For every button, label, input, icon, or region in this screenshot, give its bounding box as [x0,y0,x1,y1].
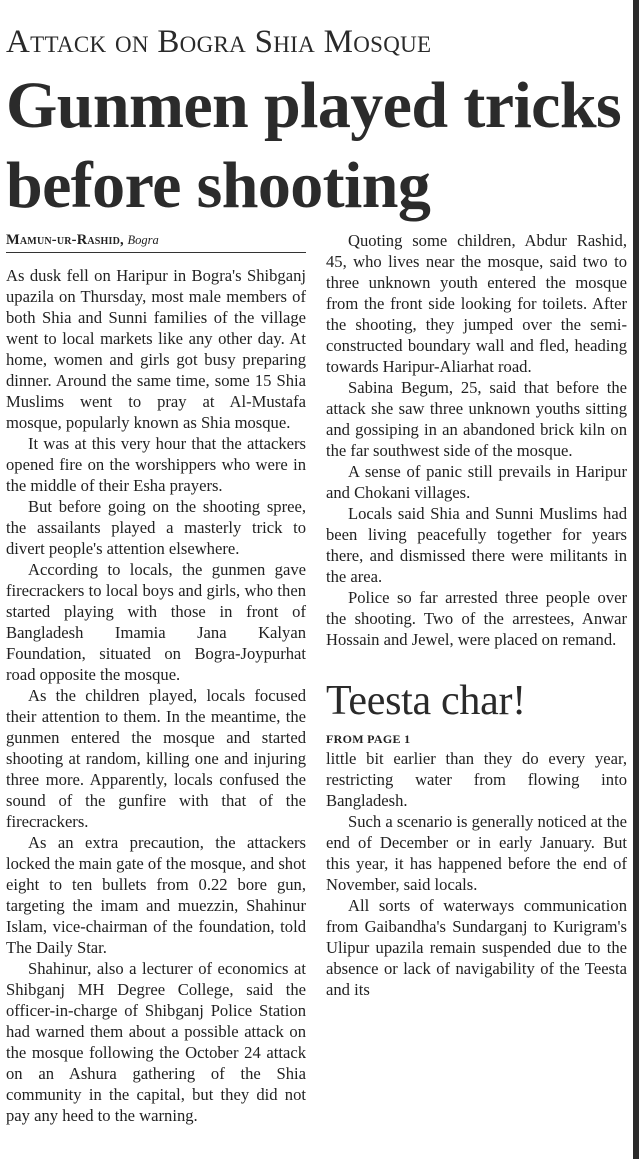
second-story-headline: Teesta char! [326,678,526,724]
article-paragraph: A sense of panic still prevails in Haripur and Chokani villages. [326,462,627,502]
second-story-paragraph: Such a scenario is generally noticed at the end of December or in early January. But this year, it has happened before the end of November, said locals. [326,812,627,894]
second-story-paragraph: little bit earlier than they do every year, restricting water from flowing into Bangladesh. [326,749,627,810]
article-paragraph: Shahinur, also a lecturer of economics at Shibganj MH Degree College, said the officer-in-charge of Shibganj Police Station had warned them about a possible attack on the mosque following the October 24 attack on an Ashura gathering of the Shia community in the capital, but they did not pay any heed to the warning. [6,959,306,1125]
byline-author: Mamun-ur-Rashid, [6,232,124,248]
second-story-paragraph: All sorts of waterways communication from Gaibandha's Sundarganj to Kurigram's Ulipur upazila remain suspended due to the absence or lack of navigability of the Teesta and its [326,896,627,999]
article-paragraph: As dusk fell on Haripur in Bogra's Shibganj upazila on Thursday, most male members of both Shia and Sunni families of the village went to local markets like any other day. At home, women and girls got busy preparing dinner. Around the same time, some 15 Shia Muslims went to pray at Al-Mustafa mosque, popularly known as Shia mosque. [6,266,306,432]
article-paragraph: As the children played, locals focused their attention to them. In the meantime, the gunmen entered the mosque and started shooting at random, killing one and injuring three more. Apparently, locals confused the sound of the gunfire with that of the firecrackers. [6,686,306,831]
article-paragraph: As an extra precaution, the attackers locked the main gate of the mosque, and shot eight to ten bullets from 0.22 bore gun, targeting the imam and muezzin, Shahinur Islam, vice-chairman of the foundation, told The Daily Star. [6,833,306,957]
article-paragraph: Quoting some children, Abdur Rashid, 45, who lives near the mosque, said two to three unknown youth entered the mosque from the front side looking for toilets. After the shooting, they jumped over the semi-constructed boundary wall and fled, heading towards Haripur-Aliarhat road. [326,231,627,376]
article-column-left [6,230,306,1126]
story-headline: Gunmen played tricks before shooting [6,69,622,222]
article-paragraph: Police so far arrested three people over the shooting. Two of the arrestees, Anwar Hossain and Jewel, were placed on remand. [326,588,627,649]
story-kicker: Attack on Bogra Shia Mosque [6,24,432,60]
article-column-right [326,230,627,1000]
article-paragraph: It was at this very hour that the attackers opened fire on the worshippers who were in the middle of their Esha prayers. [6,434,306,495]
article-paragraph: According to locals, the gunmen gave firecrackers to local boys and girls, who then started playing with those in front of Bangladesh Imamia Jana Kalyan Foundation, situated on Bogra-Joypurhat road opposite the mosque. [6,560,306,684]
article-paragraph: But before going on the shooting spree, the assailants played a masterly trick to divert people's attention elsewhere. [6,497,306,558]
from-page-label: FROM PAGE 1 [326,732,411,746]
byline [6,230,306,253]
article-paragraph: Sabina Begum, 25, said that before the attack she saw three unknown youths sitting and gossiping in an abandoned brick kiln on the far southwest side of the mosque. [326,378,627,460]
article-paragraph: Locals said Shia and Sunni Muslims had been living peacefully together for years there, and dismissed there were militants in the area. [326,504,627,586]
byline-place: Bogra [127,233,159,247]
